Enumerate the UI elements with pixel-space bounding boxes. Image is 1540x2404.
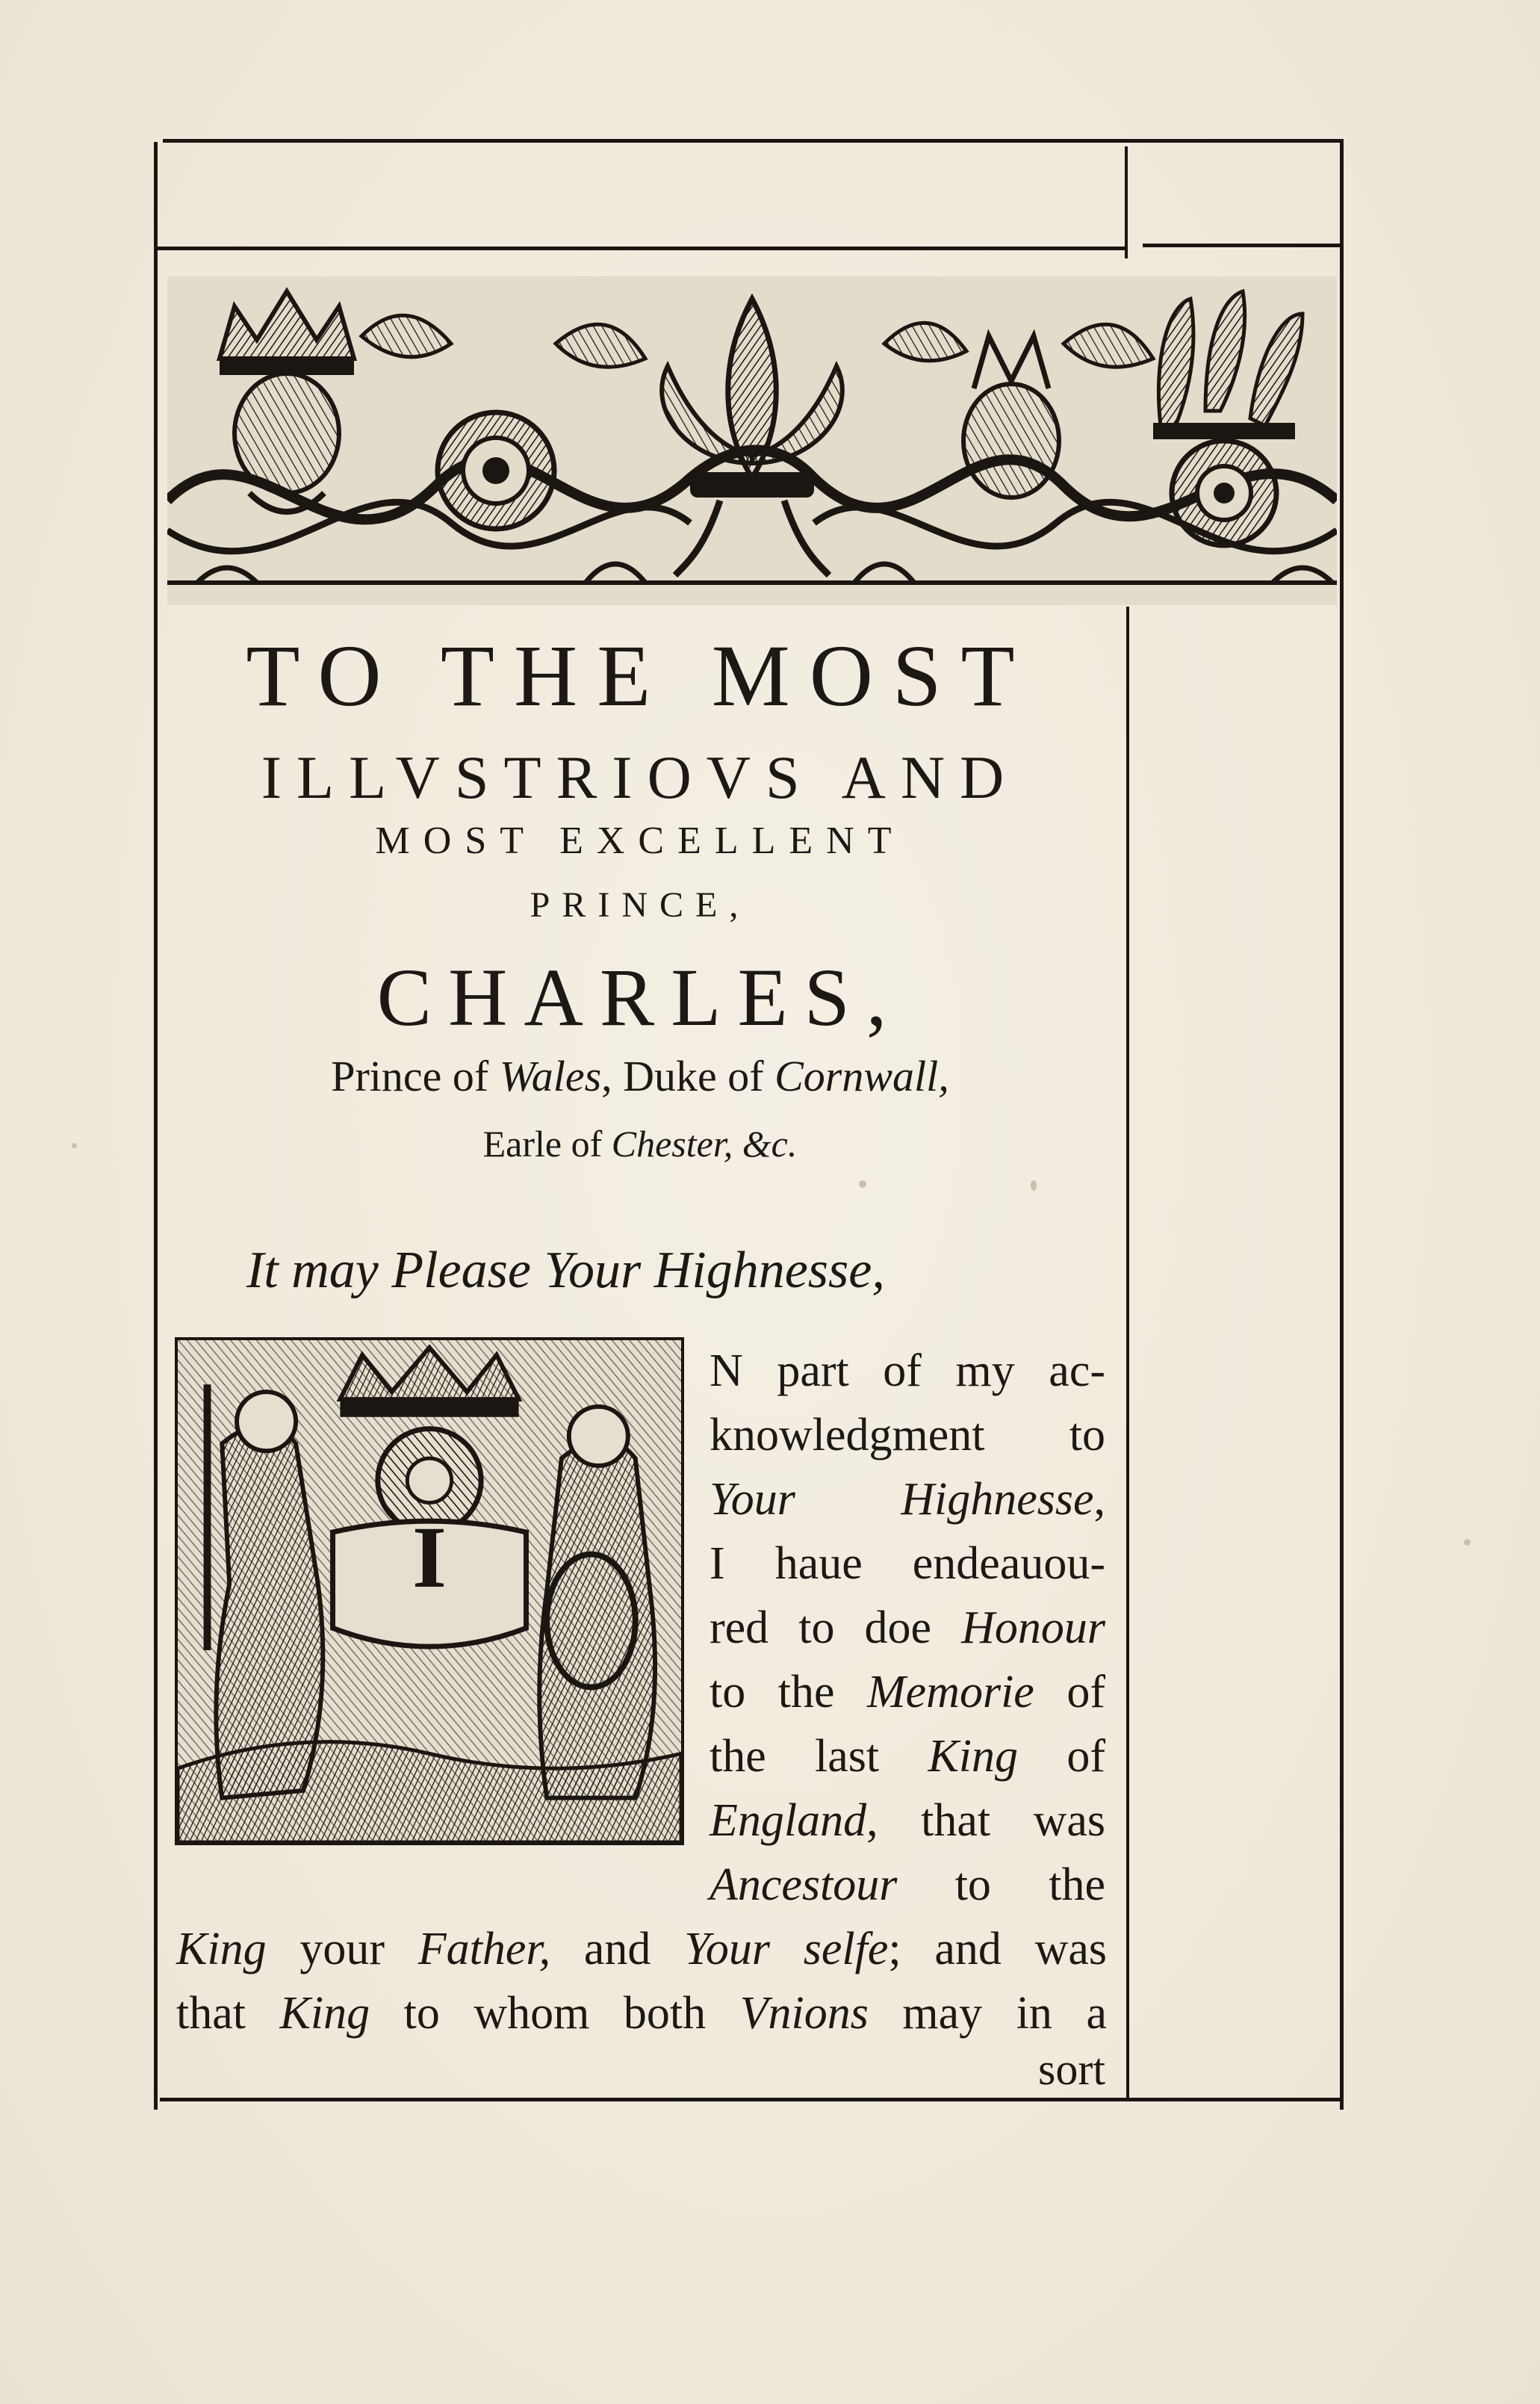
body-line-6: [710, 1669, 1105, 1715]
woodcut-initial: [175, 1337, 684, 1845]
body-text: to the: [710, 1667, 868, 1717]
catchword: sort: [1038, 2045, 1105, 2094]
body-text-italic: Your selfe: [684, 1924, 889, 1974]
title-line-charles: CHARLES,: [376, 952, 904, 1043]
body-line-2: knowledgment to: [710, 1410, 1105, 1460]
body-line-3: [710, 1474, 1105, 1525]
body-text: that: [176, 1988, 280, 2039]
tudor-rose-left: [438, 412, 554, 529]
body-line-11: [176, 1988, 1107, 2039]
frame-bottom-rule: [160, 2098, 1343, 2101]
body-text-italic: Honour: [961, 1602, 1105, 1653]
paper-fleck: [1464, 1539, 1471, 1546]
body-text: may in a: [868, 1988, 1107, 2039]
body-text-italic: Your Highnesse: [710, 1474, 1094, 1525]
body-text: the last: [710, 1731, 928, 1782]
body-line-10: [176, 1926, 1107, 1972]
body-text: of: [1018, 1731, 1105, 1782]
frame-header-separator: [1125, 146, 1128, 258]
title-line-illustrious: ILLVSTRIOVS AND: [261, 743, 1019, 811]
body-text-italic: Memorie: [867, 1667, 1034, 1717]
title-text: Earle of: [482, 1123, 612, 1165]
body-text-italic: England: [710, 1795, 867, 1846]
body-text-italic: Father,: [417, 1924, 551, 1974]
title-text-italic: , &c.: [723, 1123, 798, 1165]
title-text-italic: Wales: [499, 1052, 602, 1100]
body-text: ; and was: [888, 1924, 1107, 1974]
title-text: Prince of: [331, 1052, 500, 1100]
body-text: to the: [897, 1859, 1105, 1910]
body-text-italic: King: [279, 1988, 370, 2039]
headpiece-ornament-image: [167, 276, 1337, 605]
frame-text-column-rule: [1126, 607, 1129, 2099]
body-text: red to doe: [710, 1602, 962, 1653]
body-text: of: [1034, 1667, 1105, 1717]
frame-head-rule-right: [1143, 244, 1340, 247]
title-line-most-excellent: MOST EXCELLENT: [375, 820, 905, 862]
paper-fleck: [859, 1180, 866, 1188]
salutation: It may Please Your Highnesse,: [246, 1242, 885, 1299]
title-text-italic: Chester: [611, 1123, 724, 1165]
title-line-earle-of-chester: [154, 1123, 1126, 1165]
paper-fleck: [1031, 1180, 1037, 1191]
body-line-9: [710, 1859, 1105, 1910]
body-line-4: I haue endeauou-: [710, 1538, 1105, 1589]
body-text-italic: King: [176, 1924, 267, 1974]
title-line-prince-of-wales: [154, 1052, 1126, 1100]
frame-top-rule: [163, 139, 1340, 143]
body-text: , that was: [866, 1795, 1105, 1846]
body-text-italic: King: [928, 1731, 1019, 1782]
body-text-italic: Vnions: [739, 1988, 869, 2039]
body-line-7: [710, 1731, 1105, 1782]
body-line-1: N part of my ac-: [710, 1345, 1105, 1396]
frame-head-rule: [154, 247, 1125, 250]
title-line-prince: PRINCE,: [530, 885, 751, 925]
body-line-5: [710, 1602, 1105, 1653]
title-text: , Duke of: [601, 1052, 775, 1100]
initial-letter: I: [412, 1508, 447, 1606]
title-text-italic: Cornwall,: [774, 1052, 949, 1100]
paper-fleck: [72, 1143, 77, 1148]
body-text: your: [266, 1924, 418, 1974]
body-line-8: [710, 1797, 1105, 1844]
body-text: to whom both: [370, 1988, 740, 2039]
body-text: ,: [1093, 1474, 1105, 1525]
frame-right-rule: [1340, 139, 1344, 2110]
body-text-italic: Ancestour: [710, 1859, 898, 1910]
title-line-to-the-most: TO THE MOST: [246, 627, 1034, 725]
body-text: and: [550, 1924, 685, 1974]
ornamental-headpiece: [167, 276, 1337, 605]
